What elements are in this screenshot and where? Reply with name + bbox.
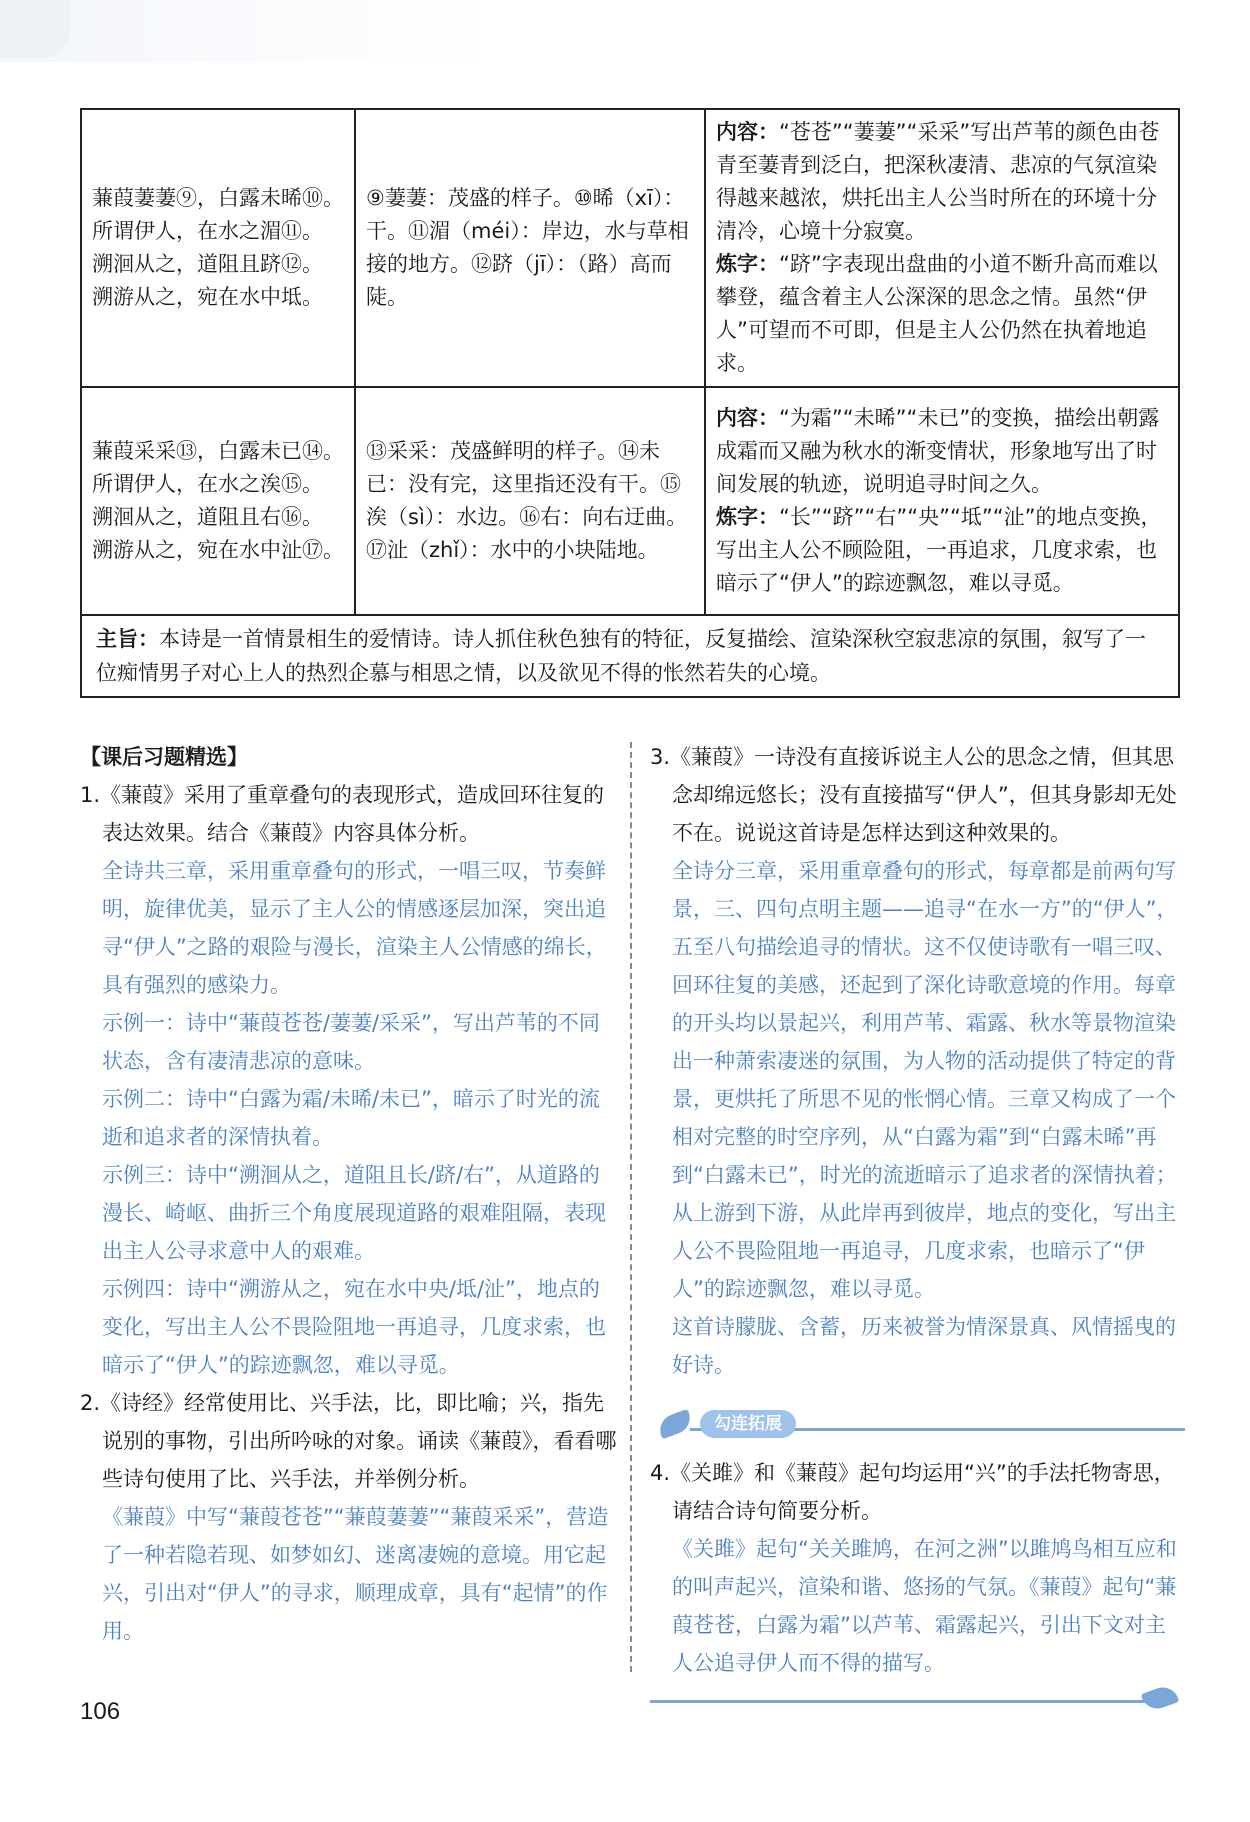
extension-header — [650, 1404, 1185, 1444]
lianzi-label: 炼字： — [716, 252, 779, 276]
poem-line: 所谓伊人，在水之湄⑪。 — [92, 219, 323, 243]
table-row — [81, 109, 1179, 387]
poem-line: 溯游从之，宛在水中沚⑰。 — [92, 538, 344, 562]
question-3: 3.《蒹葭》一诗没有直接诉说主人公的思念之情，但其思念却绵远悠长；没有直接描写“伊人”，但其身影却无处不在。说说这首诗是怎样达到这种效果的。 — [650, 745, 1177, 845]
notes-text: ⑬采采：茂盛鲜明的样子。⑭未已：没有完，这里指还没有干。⑮涘（sì）：水边。⑯右：向右迂曲。⑰沚（zhǐ）：水中的小块陆地。 — [366, 439, 688, 562]
page-header-band — [0, 0, 1250, 62]
poem-cell — [81, 387, 355, 615]
content-label: 内容： — [716, 406, 779, 430]
answer-paragraph: 示例三：诗中“溯洄从之，道阻且长/跻/右”，从道路的漫长、崎岖、曲折三个角度展现道路的艰难阻隔，表现出主人公寻求意中人的艰难。 — [102, 1163, 606, 1263]
poem-line: 溯洄从之，道阻且右⑯。 — [92, 505, 323, 529]
analysis-cell — [705, 109, 1179, 387]
answer-3 — [672, 852, 1185, 1384]
notes-text: ⑨萋萋：茂盛的样子。⑩晞（xī）：干。⑪湄（méi）：岸边，水与草相接的地方。⑫跻（jī）：（路）高而陡。 — [366, 186, 689, 309]
answer-paragraph: 示例一：诗中“蒹葭苍苍/萋萋/采采”，写出芦苇的不同状态，含有凄清悲凉的意味。 — [102, 1011, 600, 1073]
answer-paragraph: 《关雎》起句“关关雎鸠，在河之洲”以雎鸠鸟相互应和的叫声起兴，渲染和谐、悠扬的气氛。《蒹葭》起句“蒹葭苍苍，白露为霜”以芦苇、霜露起兴，引出下文对主人公追寻伊人而不得的描写。 — [672, 1537, 1177, 1675]
question-2: 2.《诗经》经常使用比、兴手法，比，即比喻；兴，指先说别的事物，引出所吟咏的对象。诵读《蒹葭》，看看哪些诗句使用了比、兴手法，并举例分析。 — [80, 1391, 617, 1491]
answer-paragraph: 示例二：诗中“白露为霜/未晞/未已”，暗示了时光的流逝和追求者的深情执着。 — [102, 1087, 600, 1149]
section-title: 【课后习题精选】 — [80, 745, 248, 769]
page-number: 106 — [80, 1698, 121, 1725]
poem-analysis-table — [80, 108, 1180, 698]
extension-end-line — [650, 1700, 1145, 1703]
lianzi-text: “跻”字表现出盘曲的小道不断升高而难以攀登，蕴含着主人公深深的思念之情。虽然“伊人”可望而不可即，但是主人公仍然在执着地追求。 — [716, 252, 1158, 375]
lianzi-text: “长”“跻”“右”“央”“坻”“沚”的地点变换，写出主人公不顾险阻，一再追求，几度求索，也暗示了“伊人”的踪迹飘忽，难以寻觅。 — [716, 505, 1162, 595]
answer-paragraph: 示例四：诗中“溯游从之，宛在水中央/坻/沚”，地点的变化，写出主人公不畏险阻地一再追寻，几度求索，也暗示了“伊人”的踪迹飘忽，难以寻觅。 — [102, 1277, 606, 1377]
extension-label: 勾连拓展 — [700, 1410, 796, 1438]
answer-1 — [102, 852, 620, 1384]
poem-line: 溯游从之，宛在水中坻。 — [92, 285, 323, 309]
poem-line: 蒹葭萋萋⑨，白露未晞⑩。 — [92, 186, 344, 210]
content-label: 内容： — [716, 120, 779, 144]
summary-label: 主旨： — [96, 627, 159, 651]
table-row — [81, 615, 1179, 697]
extension-footer — [650, 1682, 1185, 1722]
answer-paragraph: 全诗共三章，采用重章叠句的形式，一唱三叹，节奏鲜明，旋律优美，显示了主人公的情感逐层加深，突出追寻“伊人”之路的艰险与漫长，渲染主人公情感的绵长，具有强烈的感染力。 — [102, 859, 607, 997]
answer-2 — [102, 1498, 620, 1650]
analysis-cell — [705, 387, 1179, 615]
question-1: 1.《蒹葭》采用了重章叠句的表现形式，造成回环往复的表达效果。结合《蒹葭》内容具体分析。 — [80, 783, 605, 845]
table-row — [81, 387, 1179, 615]
summary-cell — [81, 615, 1179, 697]
notes-cell — [355, 387, 705, 615]
answer-4 — [672, 1530, 1185, 1682]
lianzi-label: 炼字： — [716, 505, 779, 529]
answer-paragraph: 这首诗朦胧、含蓄，历来被誉为情深景真、风情摇曳的好诗。 — [672, 1315, 1176, 1377]
content-text: “苍苍”“萋萋”“采采”写出芦苇的颜色由苍青至萋青到泛白，把深秋凄清、悲凉的气氛渲染得越来越浓，烘托出主人公当时所在的环境十分清冷，心境十分寂寞。 — [716, 120, 1160, 243]
right-column — [650, 738, 1185, 1722]
header-corner-decoration — [0, 0, 70, 58]
column-divider — [630, 742, 632, 1672]
leaf-icon — [1141, 1683, 1180, 1713]
poem-cell — [81, 109, 355, 387]
content-text: “为霜”“未晞”“未已”的变换，描绘出朝露成霜而又融为秋水的渐变情状，形象地写出了时间发展的轨迹，说明追寻时间之久。 — [716, 406, 1160, 496]
notes-cell — [355, 109, 705, 387]
answer-paragraph: 全诗分三章，采用重章叠句的形式，每章都是前两句写景，三、四句点明主题——追寻“在水一方”的“伊人”，五至八句描绘追寻的情状。这不仅使诗歌有一唱三叹、回环往复的美感，还起到了深化诗歌意境的作用。每章的开头均以景起兴，利用芦苇、霜露、秋水等景物渲染出一种萧索凄迷的氛围，为人物的活动提供了特定的背景，更烘托了所思不见的怅惘心情。三章又构成了一个相对完整的时空序列，从“白露为霜”到“白露未晞”再到“白露未已”，时光的流逝暗示了追求者的深情执着；从上游到下游，从此岸再到彼岸，地点的变化，写出主人公不畏险阻地一再追寻，几度求索，也暗示了“伊人”的踪迹飘忽，难以寻觅。 — [672, 859, 1178, 1301]
leaf-icon — [656, 1409, 695, 1439]
poem-line: 蒹葭采采⑬，白露未已⑭。 — [92, 439, 344, 463]
summary-text: 本诗是一首情景相生的爱情诗。诗人抓住秋色独有的特征，反复描绘、渲染深秋空寂悲凉的氛围，叙写了一位痴情男子对心上人的热烈企慕与相思之情，以及欲见不得的怅然若失的心境。 — [96, 627, 1146, 685]
question-4: 4.《关雎》和《蒹葭》起句均运用“兴”的手法托物寄思，请结合诗句简要分析。 — [650, 1461, 1175, 1523]
left-column — [80, 738, 620, 1650]
poem-line: 溯洄从之，道阻且跻⑫。 — [92, 252, 323, 276]
poem-line: 所谓伊人，在水之涘⑮。 — [92, 472, 323, 496]
answer-paragraph: 《蒹葭》中写“蒹葭苍苍”“蒹葭萋萋”“蒹葭采采”，营造了一种若隐若现、如梦如幻、迷离凄婉的意境。用它起兴，引出对“伊人”的寻求，顺理成章，具有“起情”的作用。 — [102, 1505, 609, 1643]
